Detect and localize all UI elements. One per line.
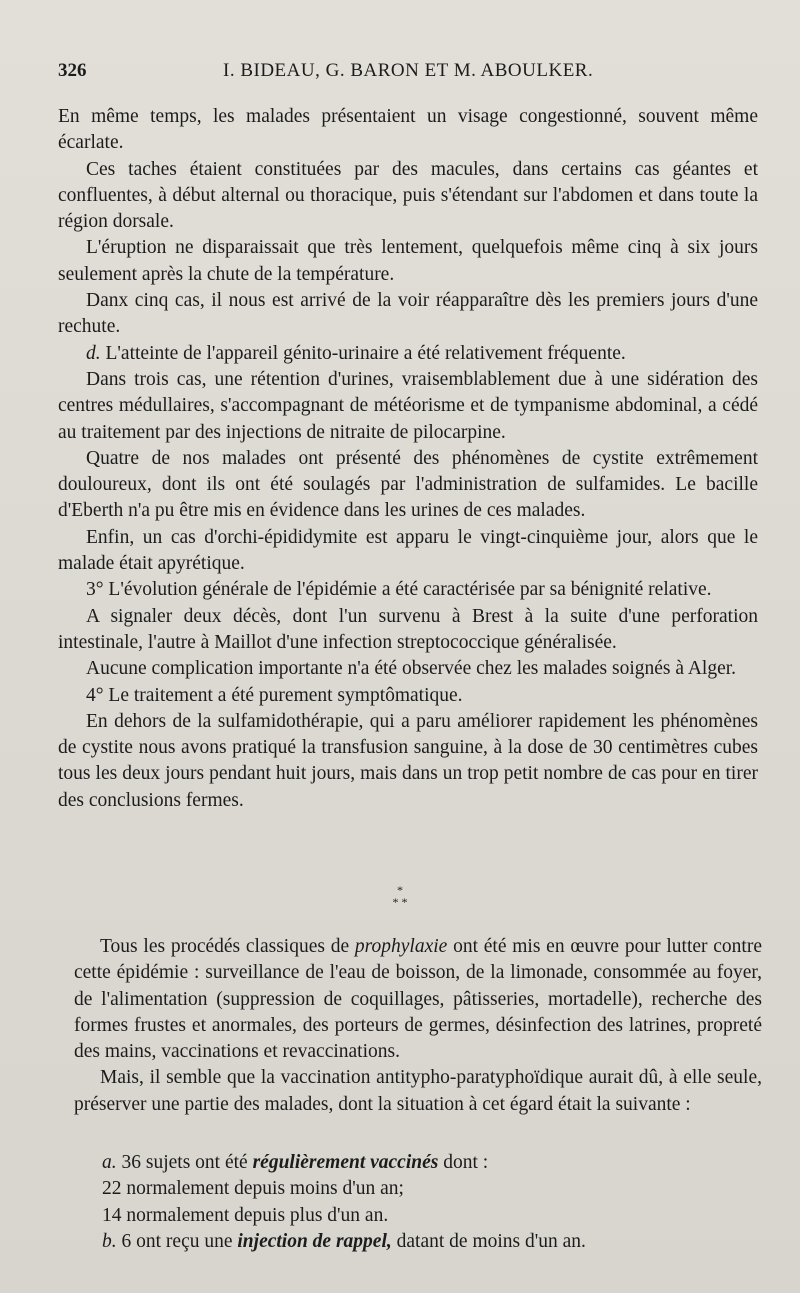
list-item-b: [102, 1229, 762, 1255]
list-item-a: [102, 1150, 762, 1176]
paragraph: Danx cinq cas, il nous est arrivé de la voir réapparaître dès les premiers jours d'une rechute.: [58, 290, 758, 338]
paragraph: Enfin, un cas d'orchi-épididymite est apparu le vingt-cinquième jour, alors que le malade était apyrétique.: [58, 526, 758, 575]
paragraph: Ces taches étaient constituées par des macules, dans certains cas géantes et confluentes, à début alternal ou thoracique, puis s'étendant sur l'abdomen et dans toute la région dorsale.: [58, 158, 758, 233]
text-run: Tous les procédés classiques de: [100, 936, 355, 957]
list-marker-b: b.: [102, 1230, 117, 1252]
paragraph: A signaler deux décès, dont l'un survenu à Brest à la suite d'une perforation intestinale, l'autre à Maillot d'une infection streptococcique généralisée.: [58, 605, 758, 653]
italic-term: injection de rappel,: [237, 1230, 392, 1252]
list-marker-a: a.: [102, 1152, 117, 1173]
main-text: [58, 104, 758, 814]
vaccination-list: [74, 1150, 762, 1255]
italic-term: prophylaxie: [354, 936, 448, 957]
separator-star-top: *: [397, 883, 403, 897]
separator-stars-bottom: * *: [392, 895, 408, 909]
paragraph-text: L'atteinte de l'appareil génito-urinaire a été relativement fréquente.: [105, 342, 626, 364]
text-run: 36 sujets ont été: [116, 1152, 253, 1173]
section-marker-d: d.: [86, 342, 101, 364]
paragraph: Dans trois cas, une rétention d'urines, vraisemblablement due à une sidération des centres médullaires, s'accompagnant de météorisme et de tympanisme abdominal, a cédé au traitement par des injections de nitraite de pilocarpine.: [58, 368, 758, 443]
paragraph: 4° Le traitement a été purement symptômatique.: [86, 684, 463, 706]
text-run: ont été mis en œuvre pour lutter contre cette épidémie : surveillance de l'eau de boisson, de la limonade, consommée au foyer, de l'alimentation (suppression de coquillages, pâtisseries, mortadelle), recherche des formes frustes et anormales, des porteurs de germes, désinfection des latrines, propreté des mains, vaccinations et revaccinations.: [74, 936, 762, 1063]
text-run: dont :: [438, 1152, 489, 1173]
italic-term: régulièrement vaccinés: [252, 1152, 439, 1173]
paragraph: 3° L'évolution générale de l'épidémie a été caractérisée par sa bénignité relative.: [86, 579, 712, 601]
paragraph: [74, 934, 762, 1065]
list-subitem: 22 normalement depuis moins d'un an;: [102, 1178, 404, 1200]
page-number: 326: [58, 60, 87, 81]
section-separator: [360, 884, 440, 924]
page-header: [58, 60, 758, 90]
list-subitem: 14 normalement depuis plus d'un an.: [102, 1204, 389, 1226]
running-title: I. BIDEAU, G. BARON ET M. ABOULKER.: [223, 60, 594, 81]
paragraph: Mais, il semble que la vaccination antitypho-paratyphoïdique aurait dû, à elle seule, préserver une partie des malades, dont la situation à cet égard était la suivante :: [74, 1067, 762, 1115]
paragraph-d: [58, 341, 758, 367]
paragraph: Quatre de nos malades ont présenté des phénomènes de cystite extrêmement douloureux, dont ils ont été soulagés par l'administration de sulfamides. Le bacille d'Eberth n'a pu être mis en évidence dans les urines de ces malades.: [58, 447, 758, 522]
paragraph: Aucune complication importante n'a été observée chez les malades soignés à Alger.: [86, 658, 737, 680]
paragraph: L'éruption ne disparaissait que très lentement, quelquefois même cinq à six jours seulement après la chute de la température.: [58, 237, 758, 285]
paragraph: En même temps, les malades présentaient un visage congestionné, souvent même écarlate.: [58, 106, 758, 154]
text-run: 6 ont reçu une: [116, 1230, 238, 1252]
prophylaxis-section: [74, 934, 762, 1118]
paragraph: En dehors de la sulfamidothérapie, qui a paru améliorer rapidement les phénomènes de cystite nous avons pratiqué la transfusion sanguine, à la dose de 30 centimètres cubes tous les deux jours pendant huit jours, mais dans un trop petit nombre de cas pour en tirer des conclusions fermes.: [58, 710, 758, 811]
text-run: datant de moins d'un an.: [391, 1230, 586, 1252]
